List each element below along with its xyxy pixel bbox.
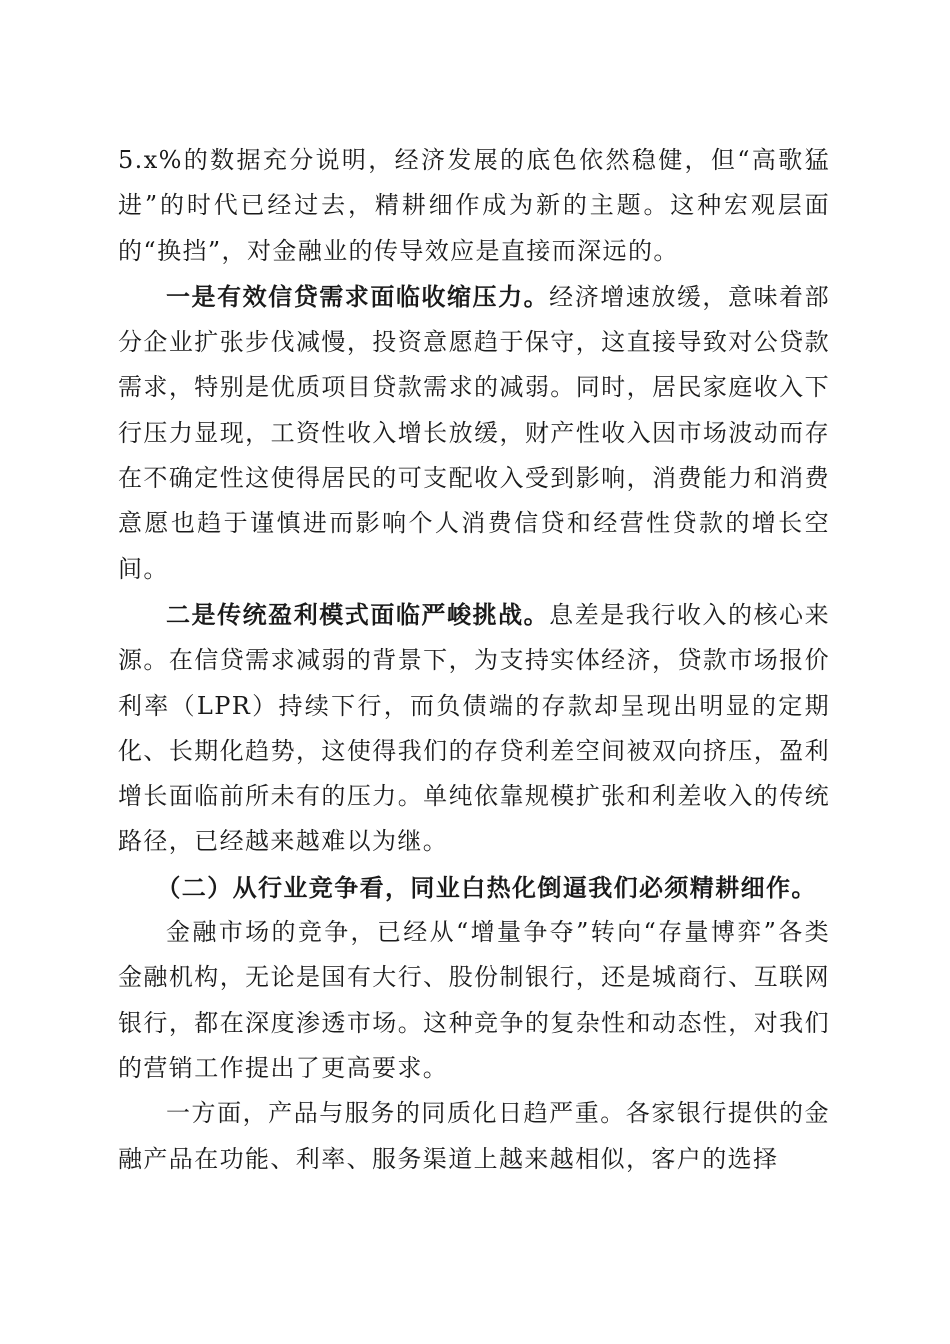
paragraph-text: 息差是我行收入的核心来源。在信贷需求减弱的背景下，为支持实体经济，贷款市场报价利率（LPR）持续下行，而负债端的存款却呈现出明显的定期化、长期化趋势，这使得我们的存贷利差空间被双向挤压，盈利增长面临前所未有的压力。单纯依靠规模扩张和利差收入的传统路径，已经越来越难以为继。 [118, 600, 830, 856]
paragraph-text: 5.x%的数据充分说明，经济发展的底色依然稳健，但“高歌猛进”的时代已经过去，精耕细作成为新的主题。这种宏观层面的“换挡”，对金融业的传导效应是直接而深远的。 [118, 146, 830, 265]
paragraph-text: 经济增速放缓，意味着部分企业扩张步伐减慢，投资意愿趋于保守，这直接导致对公贷款需求，特别是优质项目贷款需求的减弱。同时，居民家庭收入下行压力显现，工资性收入增长放缓，财产性收入因市场波动而存在不确定性这使得居民的可支配收入受到影响，消费能力和消费意愿也趋于谨慎进而影响个人消费信贷和经营性贷款的增长空间。 [118, 282, 830, 583]
paragraph-text: 金融市场的竞争，已经从“增量争夺”转向“存量博弈”各类金融机构，无论是国有大行、股份制银行，还是城商行、互联网银行，都在深度渗透市场。这种竞争的复杂性和动态性，对我们的营销工作提出了更高要求。 [118, 918, 830, 1082]
paragraph-credit-demand [118, 274, 830, 592]
paragraph-text: 一方面，产品与服务的同质化日趋严重。各家银行提供的金融产品在功能、利率、服务渠道上越来越相似，客户的选择 [118, 1099, 830, 1173]
section-heading-industry-competition [118, 865, 830, 910]
paragraph-lead: 一是有效信贷需求面临收缩压力。 [166, 281, 550, 311]
paragraph-homogenization [118, 1091, 830, 1182]
paragraph-profit-model [118, 592, 830, 865]
paragraph-lead: 二是传统盈利模式面临严峻挑战。 [166, 599, 550, 629]
paragraph-market-competition [118, 910, 830, 1091]
document-body [118, 138, 830, 1182]
heading-text: （二）从行业竞争看，同业白热化倒逼我们必须精耕细作。 [156, 872, 817, 902]
paragraph-macro-summary [118, 138, 830, 274]
